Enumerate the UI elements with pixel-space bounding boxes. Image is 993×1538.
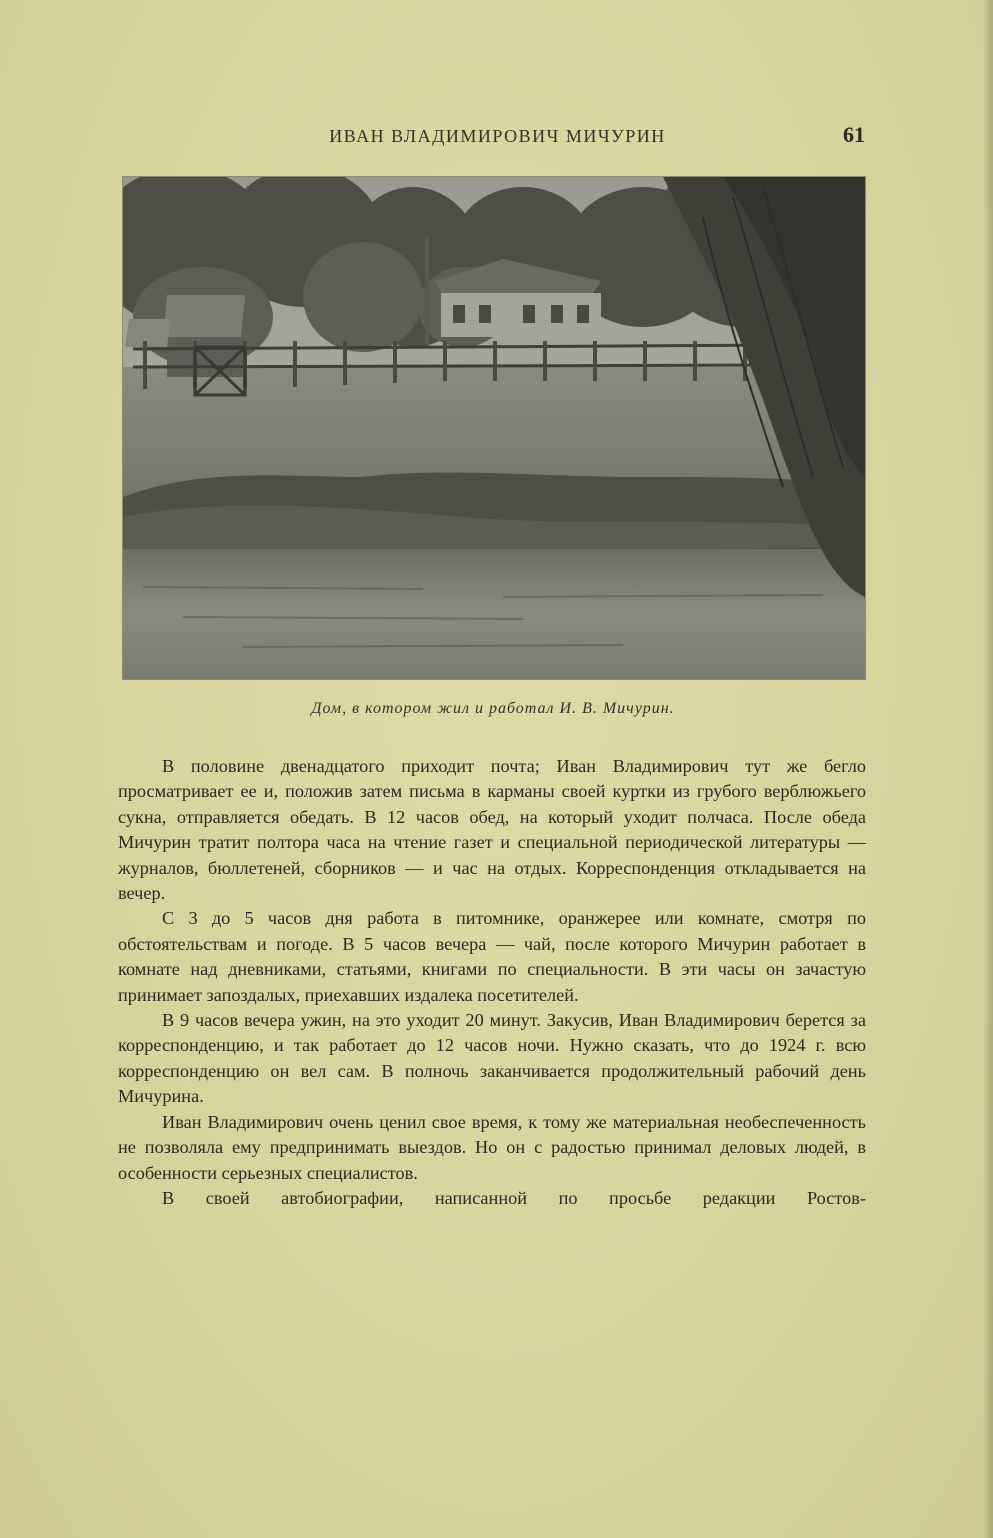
photo-caption: Дом, в котором жил и работал И. В. Мичурин. (311, 700, 675, 717)
paragraph: В 9 часов вечера ужин, на это уходит 20 минут. Закусив, Иван Владимирович берется за корреспонденцию, и так работает до 12 часов ночи. Нужно сказать, что до 1924 г. всю корреспонденцию он вел сам. В полночь заканчивается продолжительный рабочий день Мичурина. (118, 1010, 866, 1107)
paragraph: В своей автобиографии, написанной по просьбе редакции Ростов- (162, 1187, 866, 1208)
article-body (118, 754, 866, 1211)
house-photograph (122, 176, 866, 680)
running-title: ИВАН ВЛАДИМИРОВИЧ МИЧУРИН (329, 126, 666, 146)
running-head (120, 122, 865, 152)
paragraph: Иван Владимирович очень ценил свое время, к тому же материальная необеспеченность не позволяла ему предпринимать выездов. Но он с радостью принимал деловых людей, в особенности серьезных специалистов. (118, 1111, 866, 1183)
page-number: 61 (843, 122, 865, 147)
house-photograph-illustration (123, 177, 865, 679)
page-edge-shadow (983, 0, 993, 1538)
paragraph: В половине двенадцатого приходит почта; Иван Владимирович тут же бегло просматривает ее и, положив затем письма в карманы своей куртки из грубого верблюжьего сукна, отправляется обедать. В 12 часов обед, на который уходит полчаса. После обеда Мичурин тратит полтора часа на чтение газет и специальной периодической литературы — журналов, бюллетеней, сборников — и час на отдых. Корреспонденция откладывается на вечер. (118, 756, 866, 904)
paragraph: С 3 до 5 часов дня работа в питомнике, оранжерее или комнате, смотря по обстоятельствам и погоде. В 5 часов вечера — чай, после которого Мичурин работает в комнате над дневниками, статьями, книгами по специальности. В эти часы он зачастую принимает запоздалых, приехавших издалека посетителей. (118, 908, 866, 1005)
